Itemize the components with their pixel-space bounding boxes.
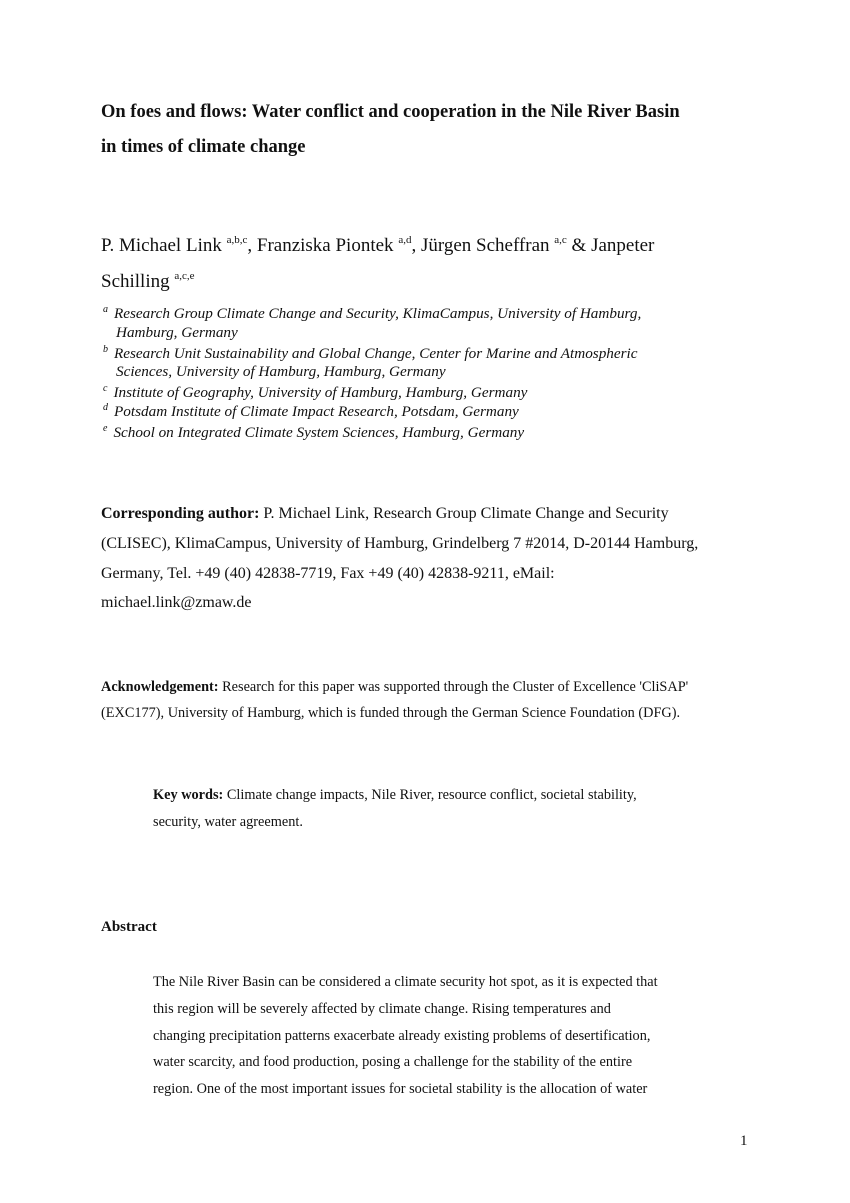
acknowledgement-line-2: (EXC177), University of Hamburg, which is funded through the German Science Foundation (DFG). [101, 705, 681, 721]
corresponding-line-2: (CLISEC), KlimaCampus, University of Hamburg, Grindelberg 7 #2014, D-20144 Hamburg, [101, 535, 699, 552]
affiliation-b-cont: Sciences, University of Hamburg, Hamburg, Germany [116, 363, 446, 380]
title-line-1: On foes and flows: Water conflict and cooperation in the Nile River Basin [101, 102, 680, 122]
abstract-heading: Abstract [101, 919, 157, 935]
abstract-line: water scarcity, and food production, posing a challenge for the stability of the entire [153, 1054, 633, 1070]
affiliation-e: $^e$ School on Integrated Climate System Sciences, Hamburg, Germany [103, 423, 525, 441]
authors-line-1: P. Michael Link $^{a,b,c}$, Franziska Piontek $^{a,d}$, Jürgen Scheffran $^{a,c}$ & Janpeter [101, 234, 655, 256]
abstract-line: changing precipitation patterns exacerbate already existing problems of desertification, [153, 1028, 651, 1044]
title-line-2: in times of climate change [101, 137, 306, 157]
affiliation-a-cont: Hamburg, Germany [116, 324, 238, 341]
affiliation-b: $^b$ Research Unit Sustainability and Global Change, Center for Marine and Atmospheric [103, 344, 638, 362]
abstract-line: this region will be severely affected by climate change. Rising temperatures and [153, 1001, 611, 1017]
page-number: 1 [740, 1133, 748, 1149]
abstract-line: region. One of the most important issues for societal stability is the allocation of water [153, 1081, 648, 1097]
corresponding-email: michael.link@zmaw.de [101, 594, 252, 611]
affiliation-c: $^c$ Institute of Geography, University of Hamburg, Hamburg, Germany [103, 383, 528, 401]
affiliation-d: $^d$ Potsdam Institute of Climate Impact Research, Potsdam, Germany [103, 402, 519, 420]
acknowledgement-line-1: Acknowledgement: Research for this paper was supported through the Cluster of Excellence 'CliSAP' [101, 679, 689, 695]
authors-line-2: Schilling $^{a,c,e}$ [101, 270, 195, 292]
corresponding-line-3: Germany, Tel. +49 (40) 42838-7719, Fax +49 (40) 42838-9211, eMail: [101, 565, 555, 582]
keywords-line-2: security, water agreement. [153, 814, 303, 830]
corresponding-line-1: Corresponding author: P. Michael Link, Research Group Climate Change and Security [101, 505, 669, 522]
abstract-line: The Nile River Basin can be considered a climate security hot spot, as it is expected that [153, 974, 658, 990]
keywords-line-1: Key words: Climate change impacts, Nile River, resource conflict, societal stability, [153, 787, 637, 803]
affiliation-a: $^a$ Research Group Climate Change and Security, KlimaCampus, University of Hamburg, [103, 304, 642, 322]
